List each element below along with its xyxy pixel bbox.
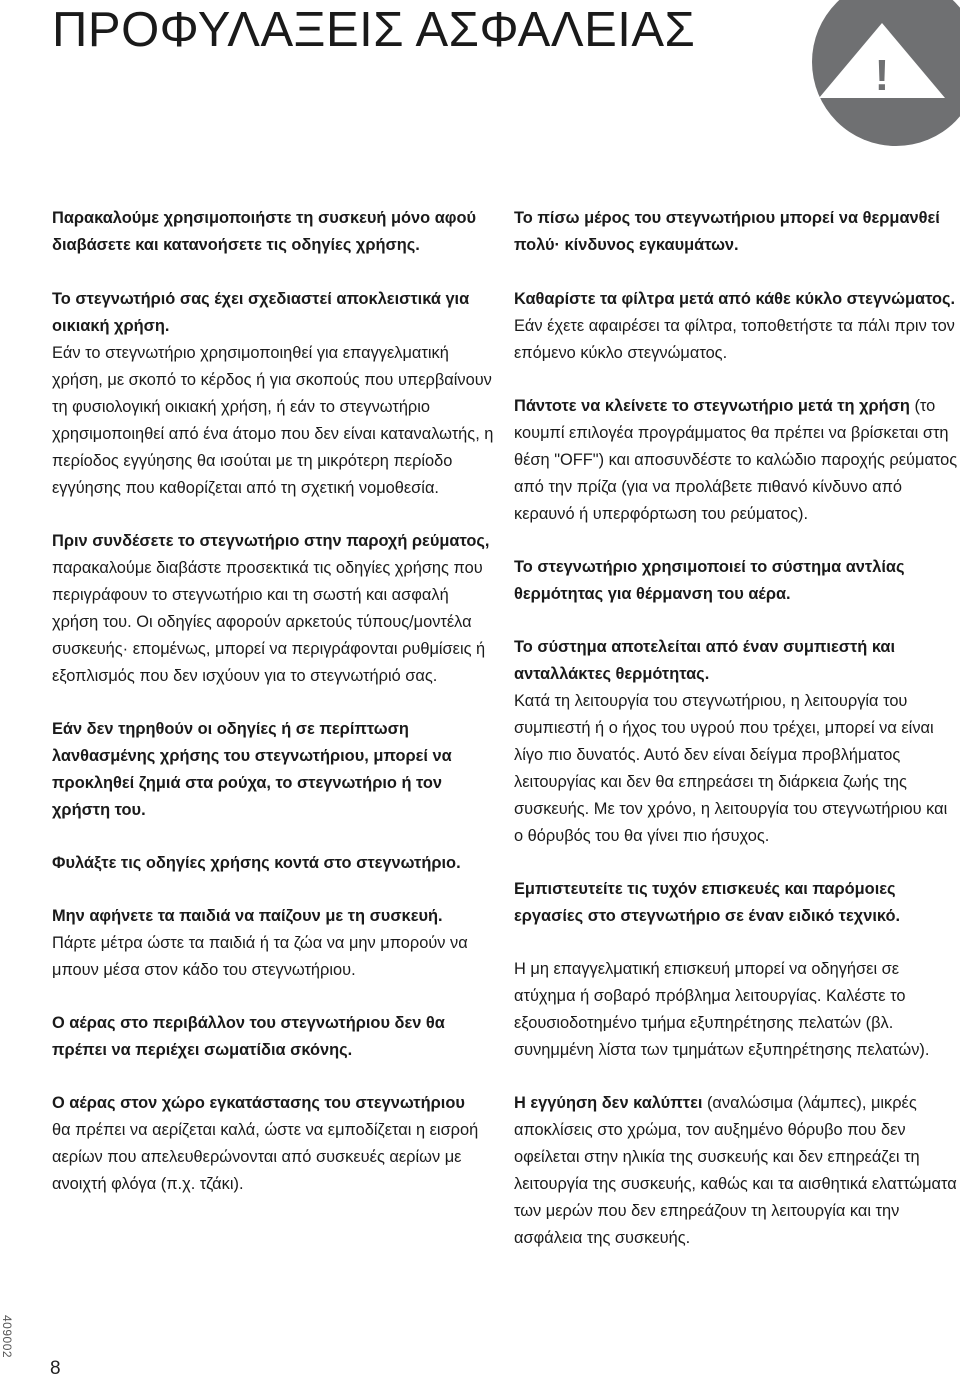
misuse-warning xyxy=(52,716,497,824)
hot-back-warning-bold: Το πίσω μέρος του στεγνωτήριου μπορεί να θερμανθεί πολύ· κίνδυνος εγκαυμάτων. xyxy=(514,209,940,254)
compressor-bold: Το σύστημα αποτελείται από έναν συμπιεστή και ανταλλάκτες θερμότητας. xyxy=(514,638,896,683)
clean-filters-bold: Καθαρίστε τα φίλτρα μετά από κάθε κύκλο στεγνώματος. xyxy=(514,290,956,308)
warning-exclamation: ! xyxy=(874,51,890,100)
switch-off-bold: Πάντοτε να κλείνετε το στεγνωτήριο μετά τη χρήση xyxy=(514,397,910,415)
page-number: 8 xyxy=(50,1358,61,1379)
ventilation-section xyxy=(52,1090,497,1198)
hot-back-warning xyxy=(514,205,960,259)
usage-notice xyxy=(52,205,497,259)
before-connecting-section xyxy=(52,528,497,690)
ventilation-bold: Ο αέρας στον χώρο εγκατάστασης του στεγνωτήριου xyxy=(52,1094,465,1112)
warning-triangle-icon xyxy=(812,0,960,146)
right-column xyxy=(514,205,960,1278)
switch-off-text: (το κουμπί επιλογέα προγράμματος θα πρέπει να βρίσκεται στη θέση "OFF") και αποσυνδέστε το καλώδιο παροχής ρεύματος από την πρίζα (για να προλάβετε πιθανό κίνδυνο από κεραυνό ή υπερφόρτωση του ρεύματος). xyxy=(514,397,958,523)
repairs-bold: Εμπιστευτείτε τις τυχόν επισκευές και παρόμοιες εργασίες στο στεγνωτήριο σε έναν ειδικό τεχνικό. xyxy=(514,880,901,925)
document-code: 409002 xyxy=(0,1315,14,1359)
clean-filters-text: Εάν έχετε αφαιρέσει τα φίλτρα, τοποθετήστε τα πάλι πριν τον επόμενο κύκλο στεγνώματος. xyxy=(514,317,955,362)
usage-notice-bold: Παρακαλούμε χρησιμοποιήστε τη συσκευή μόνο αφού διαβάσετε και κατανοήσετε τις οδηγίες χρήσης. xyxy=(52,209,477,254)
children-warning-text: Πάρτε μέτρα ώστε τα παιδιά ή τα ζώα να μην μπορούν να μπουν μέσα στον κάδο του στεγνωτήριου. xyxy=(52,934,468,979)
children-warning xyxy=(52,903,497,984)
warranty-bold: Η εγγύηση δεν καλύπτει xyxy=(514,1094,703,1112)
heat-pump-bold: Το στεγνωτήριο χρησιμοποιεί το σύστημα αντλίας θερμότητας για θέρμανση του αέρα. xyxy=(514,558,905,603)
repairs-notice xyxy=(514,876,960,930)
misuse-warning-bold: Εάν δεν τηρηθούν οι οδηγίες ή σε περίπτωση λανθασμένης χρήσης του στεγνωτήριου, μπορεί να προκληθεί ζημιά στα ρούχα, το στεγνωτήριο ή τον χρήστη του. xyxy=(52,720,452,819)
ventilation-text: θα πρέπει να αερίζεται καλά, ώστε να εμποδίζεται η εισροή αερίων που απελευθερώνονται από συσκευές αερίων με ανοιχτή φλόγα (π.χ. τζάκι). xyxy=(52,1121,479,1193)
switch-off-section xyxy=(514,393,960,528)
household-use-bold: Το στεγνωτήριό σας έχει σχεδιαστεί αποκλειστικά για οικιακή χρήση. xyxy=(52,290,470,335)
clean-filters-section xyxy=(514,286,960,367)
keep-instructions-bold: Φυλάξτε τις οδηγίες χρήσης κοντά στο στεγνωτήριο. xyxy=(52,854,461,872)
compressor-text: Κατά τη λειτουργία του στεγνωτήριου, η λειτουργία του συμπιεστή ή ο ήχος του υγρού που τρέχει, μπορεί να είναι λίγο πιο δυνατός. Αυτό δεν είναι δείγμα προβλήματος λειτουργίας και δεν θα επηρεάσει τη διάρκεια ζωής της συσκευής. Με τον χρόνο, η λειτουργία του στεγνωτήριου και ο θόρυβός του θα γίνει πιο ήσυχος. xyxy=(514,692,948,845)
compressor-section xyxy=(514,634,960,850)
children-warning-bold: Μην αφήνετε τα παιδιά να παίζουν με τη συσκευή. xyxy=(52,907,443,925)
warning-badge xyxy=(812,0,960,146)
before-connecting-text: παρακαλούμε διαβάστε προσεκτικά τις οδηγίες χρήσης που περιγράφουν το στεγνωτήριο και τη σωστή και ασφαλή χρήση του. Οι οδηγίες αφορούν αρκετούς τύπους/μοντέλα συσκευής· επομένως, μπορεί να περιγράφονται ρυθμίσεις ή εξοπλισμός που δεν ισχύουν για το στεγνωτήριό σας. xyxy=(52,559,486,685)
keep-instructions xyxy=(52,850,497,877)
dust-warning-bold: Ο αέρας στο περιβάλλον του στεγνωτήριου δεν θα πρέπει να περιέχει σωματίδια σκόνης. xyxy=(52,1014,445,1059)
before-connecting-bold: Πριν συνδέσετε το στεγνωτήριο στην παροχή ρεύματος, xyxy=(52,532,490,550)
unprofessional-repair-text xyxy=(514,956,960,1064)
household-use-section xyxy=(52,286,497,502)
warranty-section xyxy=(514,1090,960,1252)
dust-warning xyxy=(52,1010,497,1064)
left-column xyxy=(52,205,497,1224)
heat-pump-notice xyxy=(514,554,960,608)
household-use-text: Εάν το στεγνωτήριο χρησιμοποιηθεί για επαγγελματική χρήση, με σκοπό το κέρδος ή για σκοπούς που υπερβαίνουν τη φυσιολογική οικιακή χρήση, ή εάν το στεγνωτήριο χρησιμοποιηθεί από ένα άτομο που δεν είναι καταναλωτής, η περίοδος εγγύησης θα ισούται με τη μικρότερη περίοδο εγγύησης που καθορίζεται από τη σχετική νομοθεσία. xyxy=(52,344,494,497)
warranty-text: (αναλώσιμα (λάμπες), μικρές αποκλίσεις στο χρώμα, τον αυξημένο θόρυβο που δεν οφείλεται στην ηλικία της συσκευής και δεν επηρεάζει τη λειτουργία της συσκευής, καθώς και τα αισθητικά ελαττώματα των μερών που δεν επηρεάζουν τη λειτουργία και την ασφάλεια της συσκευής. xyxy=(514,1094,957,1247)
unprofessional-repair-body: Η μη επαγγελματική επισκευή μπορεί να οδηγήσει σε ατύχημα ή σοβαρό πρόβλημα λειτουργίας. Καλέστε το εξουσιοδοτημένο τμήμα εξυπηρέτησης πελατών (βλ. συνημμένη λίστα των τμημάτων εξυπηρέτησης πελατών). xyxy=(514,960,930,1059)
page-title: ΠΡΟΦΥΛΑΞΕΙΣ ΑΣΦΑΛΕΙΑΣ xyxy=(52,3,696,57)
